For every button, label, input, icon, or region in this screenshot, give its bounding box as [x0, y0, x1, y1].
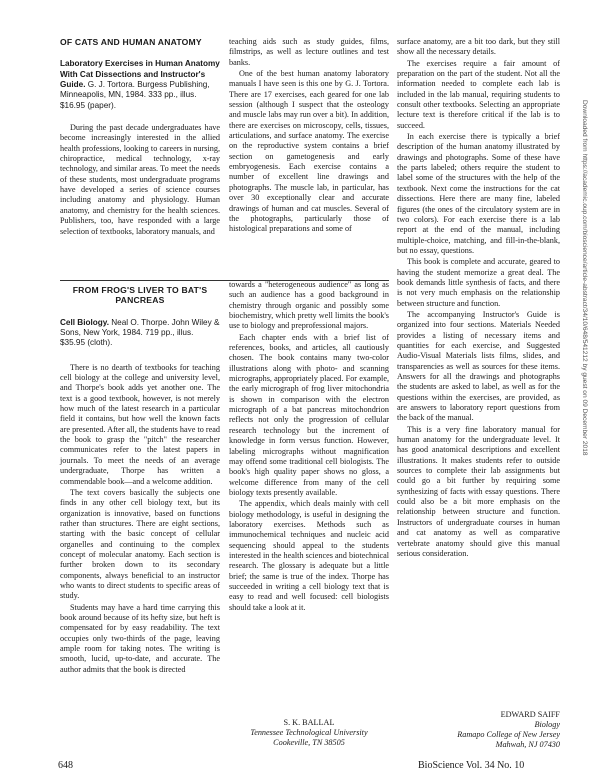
review1-column3: [397, 37, 560, 559]
review2-biblio: [60, 318, 220, 349]
review2-column2: [229, 280, 389, 613]
review1-reviewer-name: EDWARD SAIFF: [500, 710, 560, 719]
review2-reviewer-name: S. K. BALLAL: [283, 718, 335, 727]
paragraph: surface anatomy, are a bit too dark, but they still show all the necessary details.: [397, 37, 560, 57]
paragraph: The exercises require a fair amount of preparation on the part of the student. Not all the information needed to complete each lab is included in the lab manual, requiring students to consult other textbooks. Selecting an appropriate lecture text is therefore critical if the lab is to succeed.: [397, 58, 560, 130]
paragraph: Each chapter ends with a brief list of references, books, and articles, all cautiously chosen. The book contains many two-color illustrations along with photo- and scanning micrographs, appropriately placed. For example, the early micrograph of frog liver mitochondria is shown in comparison with the electron micrograph of a bat pancreas mitochondrion reflects not only the progression of cellular research technology but the increment of knowledge in form versus function. However, labeling micrographs without magnification may offend some traditional cell biologists. The book's high quality paper shows no gloss, a welcome difference from many of the cell biology texts presently available.: [229, 332, 389, 497]
review2-reviewer-institution: Tennessee Technological University: [250, 728, 368, 737]
review2-title: FROM FROG'S LIVER TO BAT'S PANCREAS: [72, 285, 208, 306]
review1-title: OF CATS AND HUMAN ANATOMY: [60, 37, 202, 47]
paragraph: One of the best human anatomy laboratory manuals I have seen is this one by G. J. Tortora. There are 17 exercises, each geared for one lab session (although I suspect that the osteology and muscle labs may run over a bit). In addition, there are exercises on microscopy, cells, tissues, articulations, and surface anatomy. The exercise on the reproductive system contains a brief section on gametogenesis and early embryogenesis. Each exercise contains a number of excellent line drawings and photographs. The muscle lab, in particular, has over 30 exceptionally clear and accurate drawings of human and cat muscles. Several of the photographs, particularly those of histological preparations and some of: [229, 69, 389, 234]
review2-column1: [60, 285, 220, 675]
paragraph: The appendix, which deals mainly with cell biology methodology, is useful in designing the laboratory exercises. Methods such as immunochemical techniques and nucleic acid sequencing should appeal to the students interested in the health sciences and biotechnical research. The glossary is adequate but a little brief; the same is true of the index. Thorpe has succeeded in writing a cell biology text that is easy to read and well focused: cell biologists should take a look at it.: [229, 499, 389, 612]
review1-book-title: Laboratory Exercises in Human Anatomy With Cat Dissections and Instructor's Guide.: [60, 59, 220, 90]
paragraph: In each exercise there is typically a brief description of the human anatomy illustrated by drawings and photographs. Some of these have the parts labeled; others require the student to label some of the structures with the help of the textbook. Next come the instructions for the cat dissections. Here there are many fine, labeled figures (the ones of the circulatory system are in two colors). For each exercise there is a lab report at the end of the manual, including multiple-choice, matching, and fill-in-the-blank, but no essay, questions.: [397, 132, 560, 255]
paragraph: This is a very fine laboratory manual for human anatomy for the undergraduate level. It has good anatomical descriptions and excellent illustrations. It makes students refer to outside sources to complete their lab assignments but could go a bit further by requiring some synthesizing of facts with essay questions. There could also be a bit more emphasis on the relationship between structure and function. Instructors of undergraduate courses in human and cat anatomy as well as comparative vertebrate anatomy should give this manual serious consideration.: [397, 424, 560, 558]
review1-reviewer-institution: Ramapo College of New Jersey: [457, 730, 560, 739]
review1-column1: [60, 37, 220, 237]
paragraph: There is no dearth of textbooks for teaching cell biology at the college and university level, and Thorpe's book adds yet another one. The text is a good textbook, however, is not merely how much of the latest research in a particular field it contains, but how well the known facts are presented. After all, the students have to read the book to grasp the "pitch" the researcher communicates refer to the latest papers in journals. To meet the needs of an average undergraduate, Thorpe has written a commendable book—and a welcome addition.: [60, 362, 220, 486]
review2-col1-body: [60, 363, 220, 675]
paragraph: The accompanying Instructor's Guide is organized into four sections. Materials Needed provides a listing of necessary items and quantities for each exercise, and Suggested Audio-Visual Materials lists films, slides, and transparencies as well as sources for these items. Answers for all the drawings and photographs the students are asked to label, as well as for the questions within the exercises, are provided, as are answers to laboratory report questions from the back of the manual.: [397, 309, 560, 423]
review1-column2: [229, 37, 389, 235]
review2-book-title: Cell Biology.: [60, 317, 109, 327]
paragraph: The text covers basically the subjects one finds in any other cell biology text, but its organization is innovative, based on functions rather than structures. There are eight sections, starting with the basic concept of cellular organelles and continuing to the complex concept of molecular anatomy. Each section is further broken down to its secondary components, always beneficial to an instructor who wants to direct students to specific areas of study.: [60, 487, 220, 601]
review1-signature: [440, 710, 560, 750]
review1-book-details: G. J. Tortora. Burgess Publishing, Minneapolis, MN, 1984. 333 pp., illus. $16.95 (paper).: [60, 80, 210, 110]
review2-book-details: Neal O. Thorpe. John Wiley & Sons, New York, 1984. 719 pp., illus. $35.95 (cloth).: [60, 317, 220, 348]
paragraph: Students may have a hard time carrying this book around because of its hefty size, but heft is compensated for by easy readability. The text occupies only two-thirds of the page, leaving ample room for taking notes. The writing is smooth, lucid, up-to-date, and accurate. The author admits that the book is directed: [60, 602, 220, 674]
paragraph: teaching aids such as study guides, films, filmstrips, as well as lecture outlines and test banks.: [229, 37, 389, 67]
paragraph: During the past decade undergraduates have become increasingly interested in the allied health professions, looking to careers in nursing, chiropractice, medical technology, x-ray technology, and similar areas. To meet the needs of these students, most undergraduate programs have developed a series of science courses including anatomy and physiology. Human anatomy, and chemistry for the health sciences. Publishers, too, have responded with a large selection of textbooks, laboratory manuals, and: [60, 123, 220, 236]
review2-reviewer-location: Cookeville, TN 38505: [273, 738, 345, 747]
review1-biblio: [60, 59, 220, 111]
review1-reviewer-location: Mahwah, NJ 07430: [495, 740, 560, 749]
review2-signature: [229, 718, 389, 748]
journal-footer: BioScience Vol. 34 No. 10: [418, 760, 525, 771]
download-note-text: Downloaded from https://academic.oup.com/bioscience/article-abstract/34/10/648/541212 by guest on 09 December 2018: [581, 100, 588, 456]
page-number: 648: [58, 760, 73, 771]
review1-col1-body: [60, 123, 220, 237]
review1-reviewer-dept: Biology: [534, 720, 560, 729]
paragraph: This book is complete and accurate, geared to having the student memorize a great deal. The book demands little synthesis of facts, and there is not very much emphasis on the relationship between structure and function.: [397, 257, 560, 308]
download-watermark: [578, 100, 590, 660]
paragraph: towards a "heterogeneous audience" as long as such an audience has a good background in chemistry through organic and possibly some biochemistry, which pretty well limits the book's use to biology and preprofessional majors.: [229, 280, 389, 331]
